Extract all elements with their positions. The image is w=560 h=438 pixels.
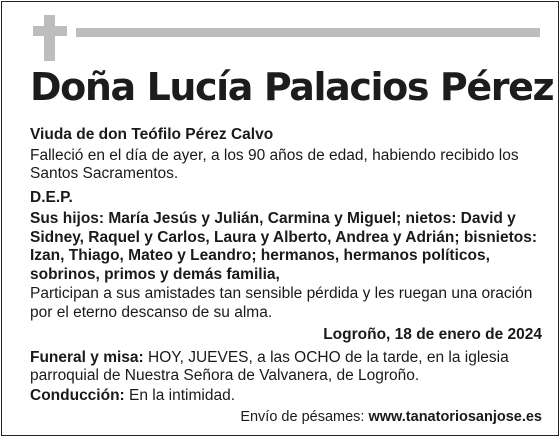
rip-line: D.E.P.	[30, 188, 73, 206]
funeral-text: HOY, JUEVES, a las OCHO de la tarde, en la iglesia parroquial de Nuestra Señora de Valvanera, de Logroño.	[30, 348, 509, 384]
widow-line: Viuda de don Teófilo Pérez Calvo	[30, 126, 274, 143]
procession-label: Conducción:	[30, 386, 125, 404]
funeral-info	[30, 349, 542, 386]
header-rule	[76, 28, 540, 37]
thanks-text: Participan a sus amistades tan sensible pérdida y les ruegan una oración por el eterno descanso de su alma.	[30, 285, 533, 321]
cross-icon	[33, 15, 67, 61]
condolence-info	[30, 408, 542, 427]
family-list: Sus hijos: María Jesús y Julián, Carmina y Miguel; nietos: David y Sidney, Raquel y Carlos, Laura y Alberto, Andrea y Adrián; bisnietos: Izan, Thiago, Mateo y Leandro; hermanos, hermanos políticos, sobrinos, primos y demás familia,	[30, 210, 538, 283]
place-date: Logroño, 18 de enero de 2024	[323, 326, 542, 343]
condolence-label: Envío de pésames:	[240, 409, 369, 425]
condolence-url-link[interactable]: www.tanatoriosanjose.es	[368, 409, 542, 425]
death-statement: Falleció en el día de ayer, a los 90 años de edad, habiendo recibido los Santos Sacramentos.	[30, 146, 519, 182]
procession-text: En la intimidad.	[124, 386, 235, 404]
procession-info	[30, 387, 542, 406]
deceased-name: Doña Lucía Palacios Pérez	[30, 65, 554, 109]
notice-body	[30, 126, 542, 427]
funeral-label: Funeral y misa:	[30, 348, 144, 366]
obituary-notice	[1, 1, 559, 436]
